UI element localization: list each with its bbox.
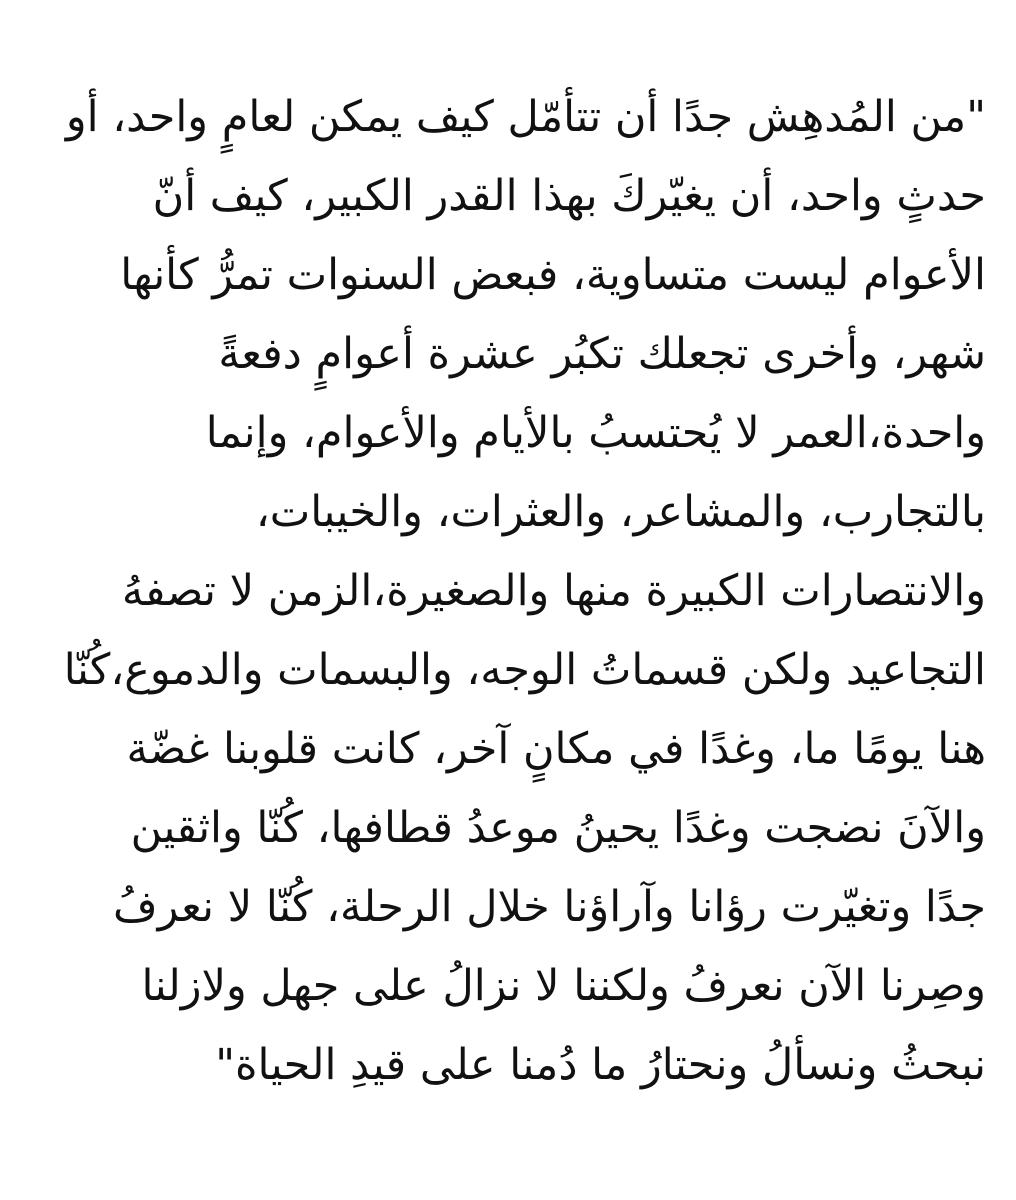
quote-line-6: بالتجارب، والمشاعر، والعثرات، والخيبات، <box>255 487 986 537</box>
quote-line-3: الأعوام ليست متساوية، فبعض السنوات تمرُّ كأنها <box>120 250 986 300</box>
quote-line-4: شهر، وأخرى تجعلك تكبُر عشرة أعوامٍ دفعةً <box>218 329 986 379</box>
quote-line-12: وصِرنا الآن نعرفُ ولكننا لا نزالُ على جهل ولازلنا <box>141 961 986 1011</box>
quote-line-1: "من المُدهِش جدًا أن تتأمّل كيف يمكن لعامٍ واحد، أو <box>65 92 986 142</box>
quote-line-11: جدًا وتغيّرت رؤانا وآراؤنا خلال الرحلة، كُنّا لا نعرفُ <box>113 882 986 932</box>
quote-line-10: والآنَ نضجت وغدًا يحينُ موعدُ قطافها، كُنّا واثقين <box>130 803 986 853</box>
quote-line-7: والانتصارات الكبيرة منها والصغيرة،الزمن لا تصفهُ <box>121 566 986 616</box>
quote-line-5: واحدة،العمر لا يُحتسبُ بالأيام والأعوام، وإنما <box>205 408 986 458</box>
quote-text-block <box>34 78 986 1105</box>
quote-line-13: نبحثُ ونسألُ ونحتارُ ما دُمنا على قيدِ الحياة" <box>215 1040 986 1090</box>
quote-line-8: التجاعيد ولكن قسماتُ الوجه، والبسمات والدموع،كُنّا <box>63 645 986 695</box>
quote-line-9: هنا يومًا ما، وغدًا في مكانٍ آخر، كانت قلوبنا غضّة <box>126 724 986 774</box>
quote-line-2: حدثٍ واحد، أن يغيّركَ بهذا القدر الكبير، كيف أنّ <box>152 171 986 221</box>
